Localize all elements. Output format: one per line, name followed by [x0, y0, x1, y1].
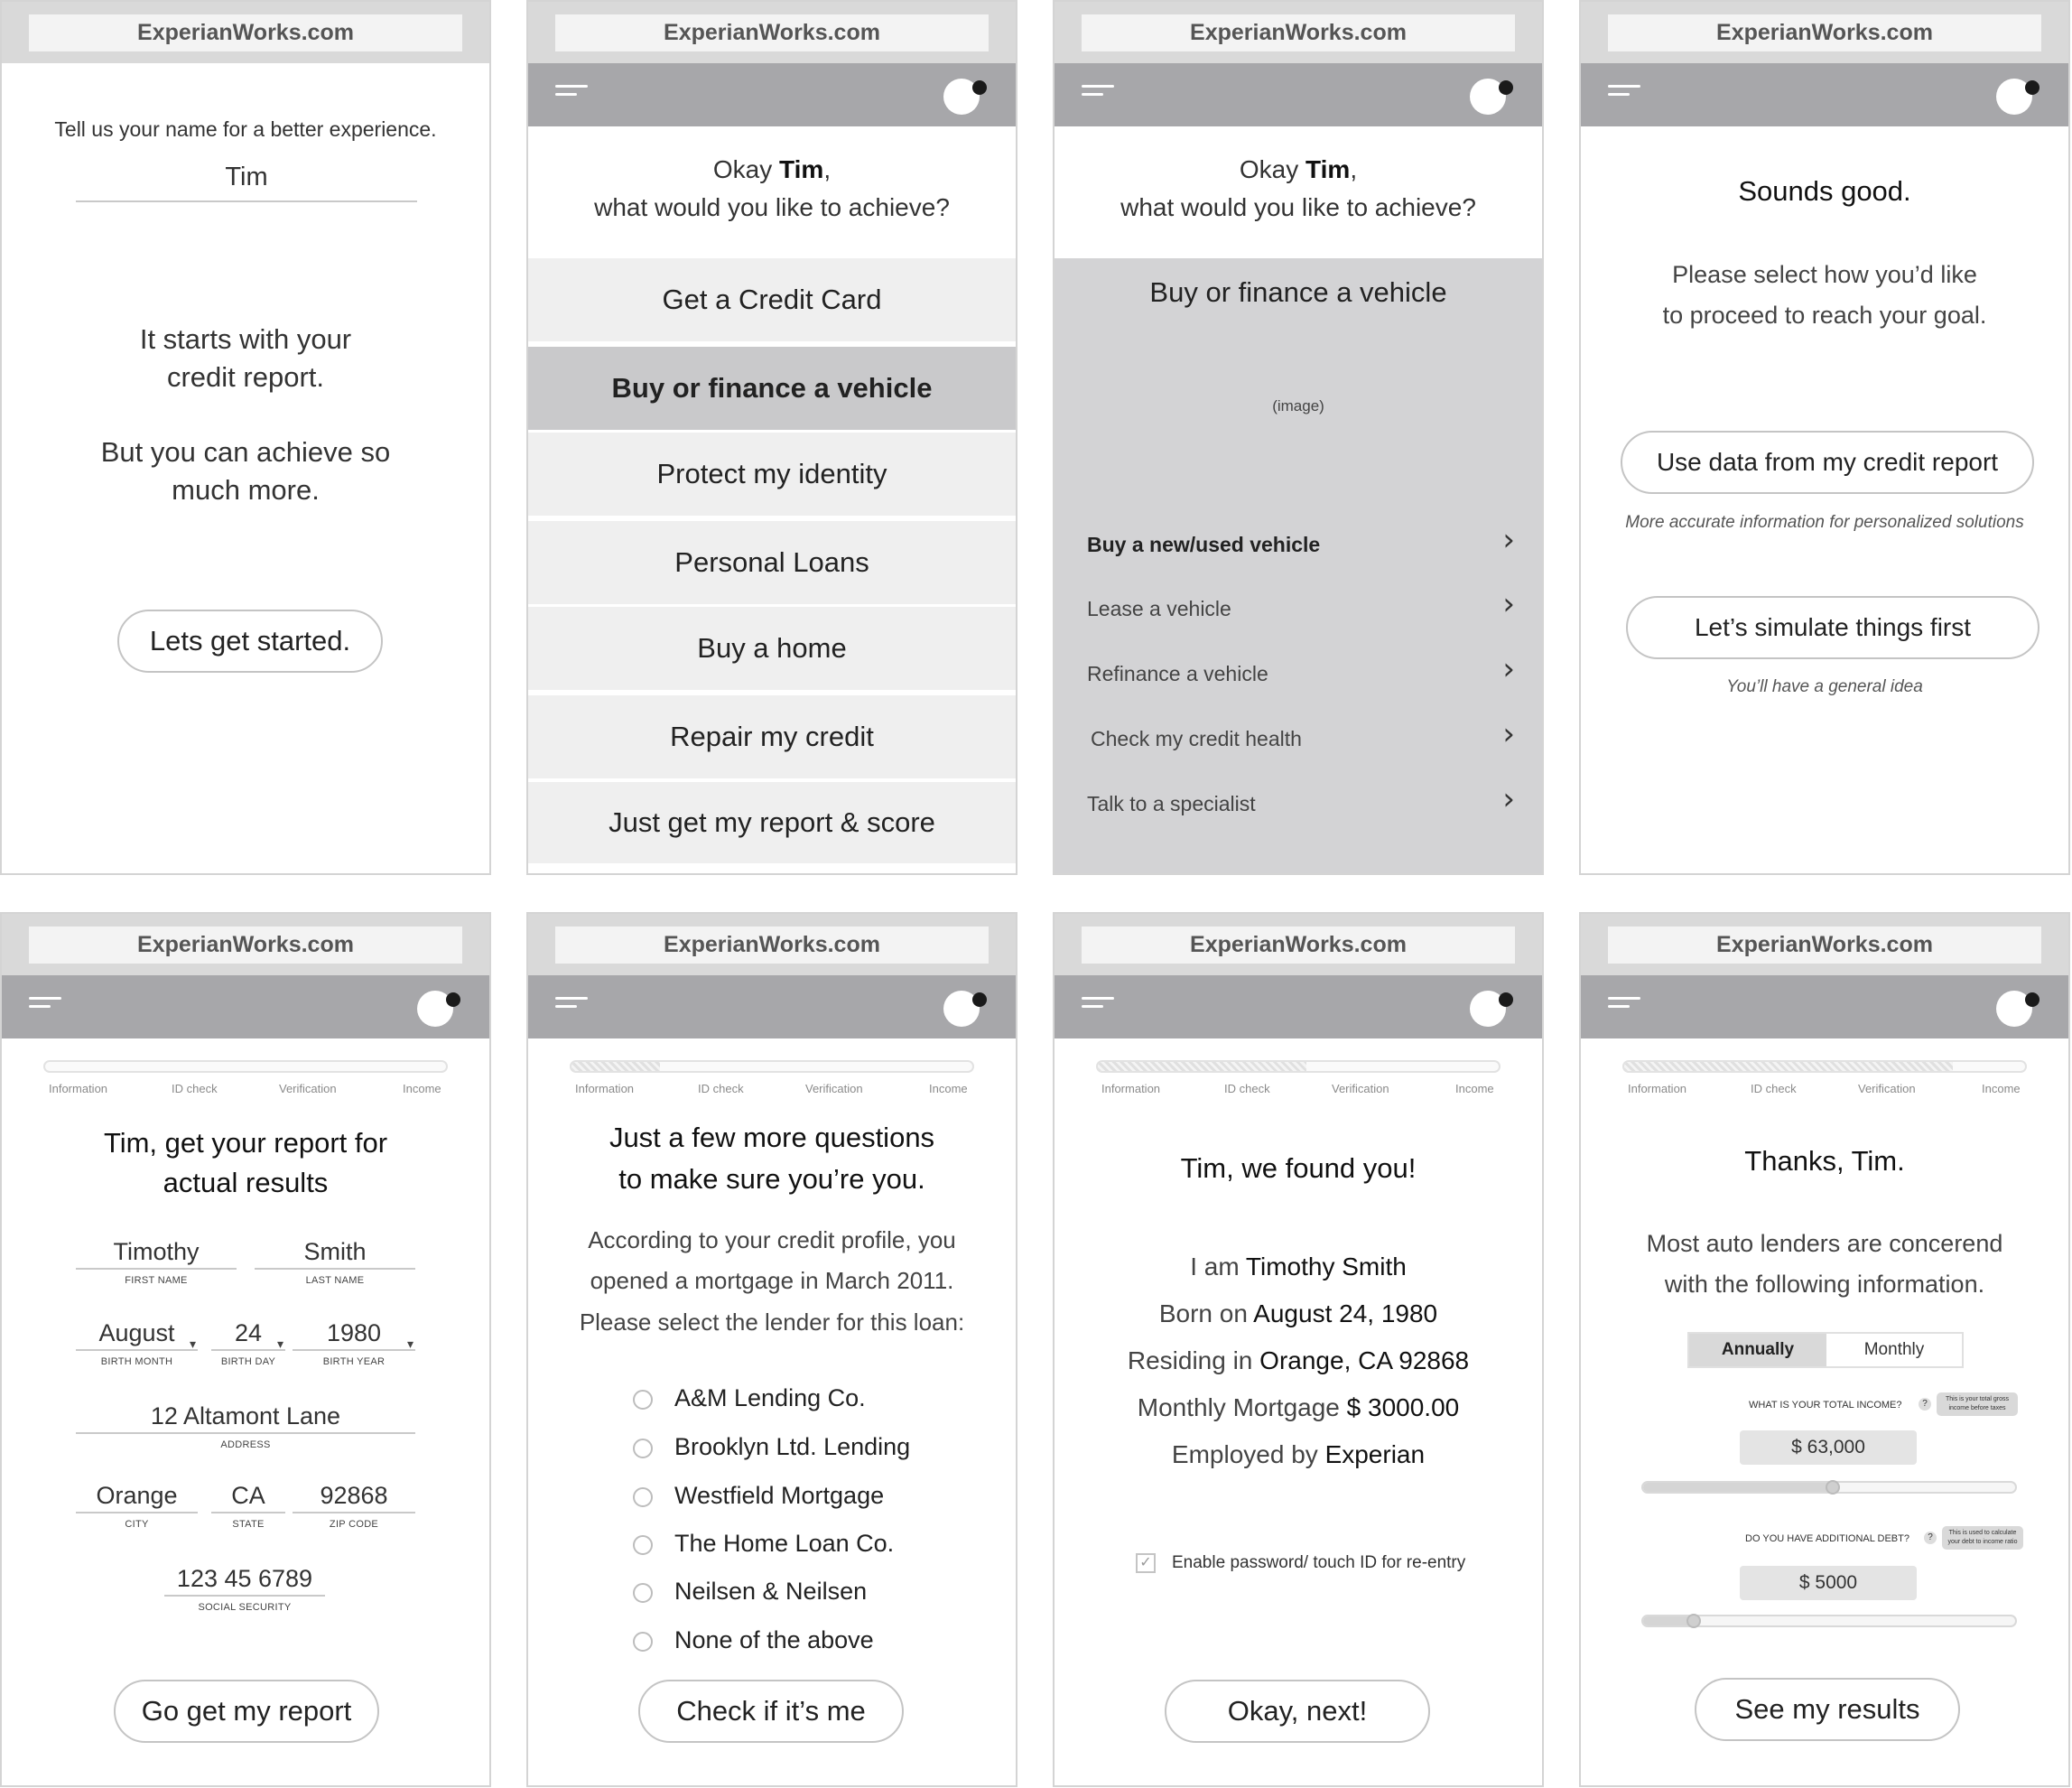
vehicle-option-label: Buy a new/used vehicle: [1087, 533, 1321, 556]
menu-icon[interactable]: [29, 997, 61, 1017]
vehicle-option[interactable]: [1055, 781, 1542, 828]
profile-toggle-icon[interactable]: [1996, 79, 2032, 115]
vehicle-option-label: Talk to a specialist: [1087, 792, 1256, 815]
goal-option[interactable]: Protect my identity: [528, 433, 1016, 516]
help-icon[interactable]: ?: [1924, 1532, 1937, 1544]
browser-address-bar: [1055, 2, 1542, 63]
birth-year-select[interactable]: 1980 ▾ BIRTH YEAR: [293, 1315, 415, 1367]
chevron-right-icon: ›: [1502, 586, 1515, 622]
lender-label: Neilsen & Neilsen: [674, 1578, 868, 1605]
zip-code-field[interactable]: 92868 ZIP CODE: [293, 1477, 415, 1530]
step-label: ID check: [698, 1082, 744, 1095]
app-nav-bar: [528, 63, 1016, 126]
vehicle-option[interactable]: [1055, 586, 1542, 633]
browser-address-bar: [1581, 914, 2068, 975]
income-tooltip: This is your total gross income before taxes: [1937, 1392, 2018, 1416]
screen-goal-select: [526, 0, 1017, 875]
state-field[interactable]: CA STATE: [211, 1477, 285, 1530]
url-field[interactable]: ExperianWorks.com: [29, 927, 462, 964]
screen-verification-question: [526, 912, 1017, 1787]
lender-option[interactable]: [633, 1578, 940, 1610]
radio-button[interactable]: [633, 1390, 653, 1410]
radio-button[interactable]: [633, 1487, 653, 1507]
name-prompt: Tell us your name for a better experience.: [54, 117, 437, 141]
tab-annually[interactable]: Annually: [1689, 1334, 1826, 1366]
screen-name-entry: [0, 0, 491, 875]
profile-toggle-icon[interactable]: [1996, 991, 2032, 1027]
step-label: Information: [49, 1082, 108, 1095]
found-mortgage: Monthly Mortgage $ 3000.00: [1137, 1393, 1460, 1421]
lender-option[interactable]: [633, 1626, 940, 1659]
menu-icon[interactable]: [1608, 997, 1640, 1017]
radio-button[interactable]: [633, 1632, 653, 1652]
url-field[interactable]: ExperianWorks.com: [1608, 14, 2041, 51]
page-title: Sounds good.: [1738, 175, 1911, 207]
intro-text-line2: credit report.: [166, 361, 324, 393]
intro-line2: with the following information.: [1664, 1271, 1985, 1298]
step-label: Information: [1628, 1082, 1687, 1095]
goal-question: what would you like to achieve?: [1120, 193, 1476, 221]
radio-button[interactable]: [633, 1439, 653, 1458]
lender-label: The Home Loan Co.: [674, 1530, 895, 1557]
goal-option[interactable]: Just get my report & score: [528, 782, 1016, 863]
step-label: Verification: [805, 1082, 863, 1095]
intro-text-line1: It starts with your: [139, 323, 352, 355]
menu-icon[interactable]: [1082, 85, 1114, 105]
page-title: Thanks, Tim.: [1744, 1145, 1905, 1177]
page-title-line1: Tim, get your report for: [103, 1127, 388, 1159]
vehicle-option[interactable]: [1055, 716, 1542, 763]
check-if-me-button[interactable]: Check if it’s me: [638, 1680, 904, 1743]
url-field[interactable]: ExperianWorks.com: [555, 14, 989, 51]
check-icon: ✓: [1139, 1555, 1152, 1570]
profile-toggle-icon[interactable]: [1470, 79, 1506, 115]
income-slider[interactable]: [1641, 1481, 2017, 1494]
app-nav-bar: [528, 975, 1016, 1038]
screen-personal-info: [0, 912, 491, 1787]
goal-question: what would you like to achieve?: [594, 193, 950, 221]
birth-day-select[interactable]: 24 ▾ BIRTH DAY: [211, 1315, 285, 1367]
step-label: Information: [575, 1082, 635, 1095]
browser-address-bar: [528, 914, 1016, 975]
vehicle-option-label: Refinance a vehicle: [1087, 662, 1268, 685]
touch-id-checkbox[interactable]: [1136, 1553, 1156, 1573]
goal-option[interactable]: Personal Loans: [528, 521, 1016, 604]
step-label: Income: [403, 1082, 441, 1095]
lender-option[interactable]: [633, 1384, 940, 1417]
url-field[interactable]: ExperianWorks.com: [1082, 14, 1515, 51]
step-label: Verification: [1332, 1082, 1389, 1095]
found-employer: Employed by Experian: [1171, 1440, 1426, 1468]
profile-toggle-icon[interactable]: [943, 79, 980, 115]
get-started-button[interactable]: Lets get started.: [117, 610, 383, 673]
browser-address-bar: [1055, 914, 1542, 975]
lender-label: Westfield Mortgage: [674, 1482, 885, 1509]
browser-address-bar: [1581, 2, 2068, 63]
question-text-line3: Please select the lender for this loan:: [579, 1308, 965, 1336]
help-icon[interactable]: ?: [1919, 1398, 1931, 1411]
app-nav-bar: [1055, 975, 1542, 1038]
app-nav-bar: [1581, 975, 2068, 1038]
screen-proceed-choice: [1579, 0, 2070, 875]
progress-bar: [43, 1060, 448, 1073]
city-field[interactable]: Orange CITY: [76, 1477, 198, 1530]
question-text-line2: opened a mortgage in March 2011.: [590, 1267, 954, 1294]
url-field[interactable]: ExperianWorks.com: [29, 14, 462, 51]
menu-icon[interactable]: [555, 85, 588, 105]
vehicle-image-placeholder: (image): [1272, 397, 1324, 414]
menu-icon[interactable]: [1082, 997, 1114, 1017]
intro-text-line4: much more.: [172, 474, 320, 506]
lender-option[interactable]: [633, 1530, 940, 1562]
debt-slider[interactable]: [1641, 1615, 2017, 1627]
found-name: I am Timothy Smith: [1190, 1253, 1407, 1280]
progress-bar: [1622, 1060, 2027, 1073]
vehicle-option-label: Lease a vehicle: [1087, 597, 1231, 620]
social-security-field[interactable]: 123 45 6789 SOCIAL SECURITY: [164, 1560, 325, 1613]
intro-text-line3: But you can achieve so: [100, 436, 391, 468]
chevron-right-icon: ›: [1502, 716, 1515, 752]
question-text-line1: According to your credit profile, you: [588, 1226, 956, 1253]
url-field[interactable]: ExperianWorks.com: [555, 927, 989, 964]
profile-toggle-icon[interactable]: [943, 991, 980, 1027]
credit-report-caption: More accurate information for personalized solutions: [1625, 513, 2024, 532]
page-title-line2: to make sure you’re you.: [618, 1163, 925, 1195]
app-nav-bar: [1055, 63, 1542, 126]
address-field[interactable]: 12 Altamont Lane ADDRESS: [76, 1398, 415, 1450]
profile-toggle-icon[interactable]: [1470, 991, 1506, 1027]
greeting: Okay Tim,: [1239, 155, 1358, 183]
step-label: Verification: [279, 1082, 337, 1095]
lender-label: A&M Lending Co.: [674, 1384, 866, 1411]
profile-toggle-icon[interactable]: [417, 991, 453, 1027]
greeting: Okay Tim,: [712, 155, 832, 183]
step-label: Income: [1455, 1082, 1494, 1095]
dropdown-caret-icon: ▾: [276, 1336, 283, 1351]
step-label: ID check: [172, 1082, 218, 1095]
vehicle-option[interactable]: [1055, 651, 1542, 698]
radio-button[interactable]: [633, 1583, 653, 1603]
instructions-line2: to proceed to reach your goal.: [1662, 302, 1987, 329]
income-value[interactable]: $ 63,000: [1740, 1430, 1917, 1465]
page-title-line2: actual results: [163, 1167, 329, 1198]
simulate-caption: You’ll have a general idea: [1726, 677, 1923, 696]
app-nav-bar: [1581, 63, 2068, 126]
goal-option[interactable]: Repair my credit: [528, 695, 1016, 778]
progress-bar: [1096, 1060, 1501, 1073]
found-birthdate: Born on August 24, 1980: [1158, 1299, 1438, 1327]
goal-option[interactable]: Buy a home: [528, 607, 1016, 690]
touch-id-label: Enable password/ touch ID for re-entry: [1172, 1553, 1466, 1572]
slider-fill: [1643, 1483, 1833, 1492]
progress-bar: [570, 1060, 974, 1073]
debt-question: DO YOU HAVE ADDITIONAL DEBT?: [1745, 1533, 1909, 1544]
lender-option[interactable]: [633, 1482, 940, 1514]
step-label: Verification: [1858, 1082, 1916, 1095]
page-title-line1: Just a few more questions: [609, 1122, 935, 1153]
simulate-button[interactable]: Let’s simulate things first: [1626, 596, 2039, 659]
use-credit-report-button[interactable]: Use data from my credit report: [1621, 431, 2034, 494]
chevron-right-icon: ›: [1502, 651, 1515, 687]
vehicle-panel: [1055, 258, 1542, 875]
lender-label: None of the above: [674, 1626, 874, 1653]
vehicle-option[interactable]: [1055, 522, 1542, 569]
progress-fill: [571, 1062, 660, 1071]
page-title: Tim, we found you!: [1180, 1152, 1417, 1184]
url-field[interactable]: ExperianWorks.com: [1608, 927, 2041, 964]
found-residence: Residing in Orange, CA 92868: [1127, 1346, 1470, 1374]
step-label: ID check: [1751, 1082, 1797, 1095]
screen-income-info: [1579, 912, 2070, 1787]
vehicle-option-label: Check my credit health: [1091, 727, 1302, 750]
step-label: ID check: [1224, 1082, 1270, 1095]
step-label: Income: [1982, 1082, 2021, 1095]
dropdown-caret-icon: ▾: [189, 1336, 196, 1351]
progress-fill: [1624, 1062, 1953, 1071]
step-label: Income: [929, 1082, 968, 1095]
see-results-button[interactable]: See my results: [1695, 1678, 1960, 1741]
browser-address-bar: [528, 2, 1016, 63]
tab-monthly[interactable]: Monthly: [1863, 1340, 1925, 1359]
progress-fill: [1098, 1062, 1306, 1071]
menu-icon[interactable]: [1608, 85, 1640, 105]
last-name-field[interactable]: Smith LAST NAME: [255, 1234, 415, 1286]
radio-button[interactable]: [633, 1535, 653, 1555]
chevron-right-icon: ›: [1502, 781, 1515, 817]
go-get-report-button[interactable]: Go get my report: [114, 1680, 379, 1743]
intro-line1: Most auto lenders are concerend: [1646, 1230, 2003, 1257]
step-label: Information: [1101, 1082, 1161, 1095]
period-toggle: [1687, 1332, 1964, 1368]
debt-tooltip: This is used to calculate your debt to income ratio: [1942, 1526, 2023, 1550]
menu-icon[interactable]: [555, 997, 588, 1017]
chevron-right-icon: ›: [1502, 522, 1515, 558]
browser-address-bar: [2, 914, 489, 975]
lender-label: Brooklyn Ltd. Lending: [674, 1433, 911, 1460]
browser-address-bar: [2, 2, 489, 63]
app-nav-bar: [2, 975, 489, 1038]
dropdown-caret-icon: ▾: [406, 1336, 413, 1351]
first-name-field[interactable]: Timothy FIRST NAME: [76, 1234, 237, 1286]
screen-identity-found: [1053, 912, 1544, 1787]
lender-option[interactable]: [633, 1433, 940, 1466]
vehicle-panel-title: Buy or finance a vehicle: [1149, 276, 1447, 308]
screen-vehicle-options: [1053, 0, 1544, 875]
instructions-line1: Please select how you’d like: [1672, 261, 1977, 288]
goal-option[interactable]: Buy or finance a vehicle: [528, 347, 1016, 430]
name-input[interactable]: Tim: [76, 157, 417, 202]
goal-option[interactable]: Get a Credit Card: [528, 258, 1016, 341]
okay-next-button[interactable]: Okay, next!: [1165, 1680, 1430, 1743]
debt-value[interactable]: $ 5000: [1740, 1566, 1917, 1600]
birth-month-select[interactable]: August ▾ BIRTH MONTH: [76, 1315, 198, 1367]
income-question: WHAT IS YOUR TOTAL INCOME?: [1749, 1400, 1902, 1411]
url-field[interactable]: ExperianWorks.com: [1082, 927, 1515, 964]
